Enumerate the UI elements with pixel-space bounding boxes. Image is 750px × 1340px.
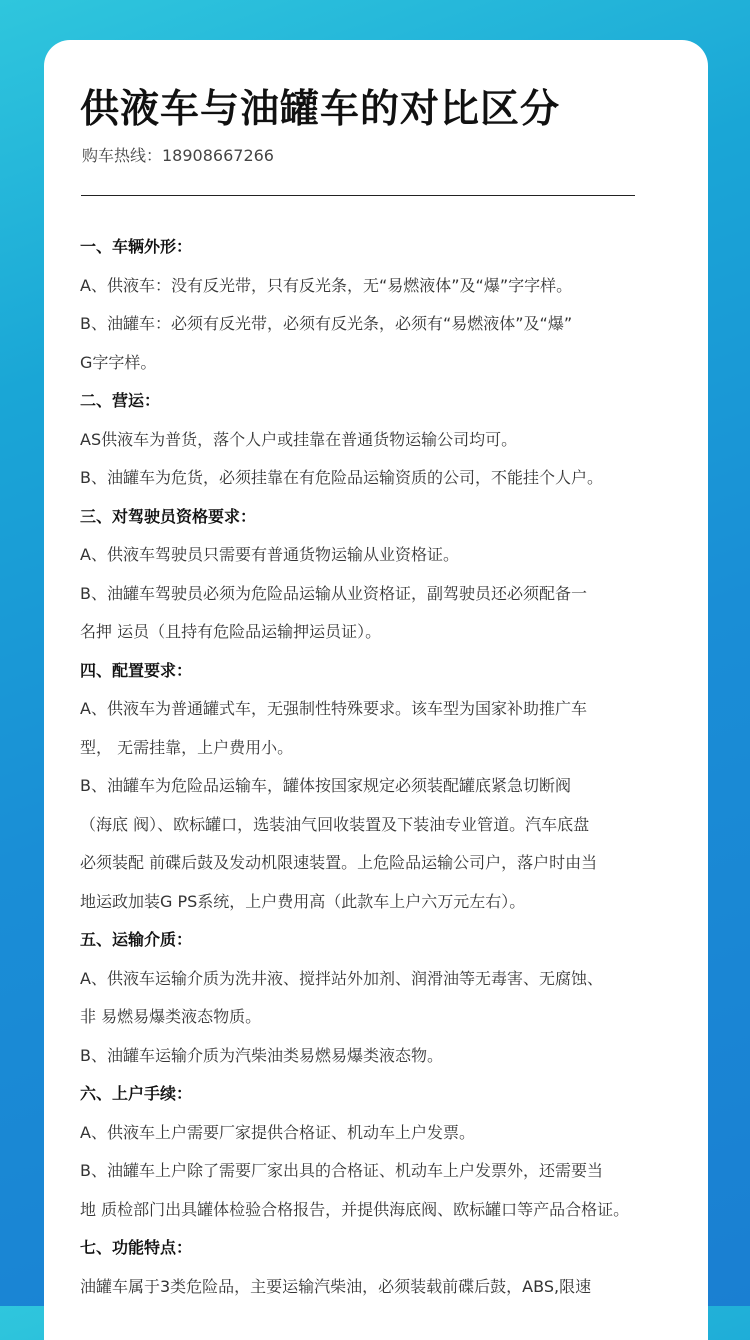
section-heading: 一、车辆外形： xyxy=(80,237,193,256)
paragraph-line: 地运政加装G PS系统，上户费用高（此款车上户六万元左右）。 xyxy=(80,891,526,911)
paragraph-line: B、油罐车运输介质为汽柴油类易燃易爆类液态物。 xyxy=(80,1045,443,1065)
section-heading: 四、配置要求： xyxy=(80,660,193,680)
article-body xyxy=(80,228,692,1306)
paragraph-line: B、油罐车驾驶员必须为危险品运输从业资格证，副驾驶员还必须配备一 xyxy=(80,583,587,603)
section-heading: 七、功能特点： xyxy=(80,1238,193,1257)
section-heading: 三、对驾驶员资格要求： xyxy=(80,506,257,526)
paragraph-line: B、油罐车：必须有反光带，必须有反光条，必须有“易燃液体”及“爆” xyxy=(80,314,573,333)
paragraph-line: 非 易燃易爆类液态物质。 xyxy=(80,1007,262,1026)
section-heading: 五、运输介质： xyxy=(80,930,193,949)
paragraph-line: 必须装配 前碟后鼓及发动机限速装置。上危险品运输公司户，落户时由当 xyxy=(80,853,598,872)
paragraph-line: 地 质检部门出具罐体检验合格报告，并提供海底阀、欧标罐口等产品合格证。 xyxy=(80,1199,630,1219)
paragraph-line: 油罐车属于3类危险品，主要运输汽柴油，必须装载前碟后鼓，ABS,限速 xyxy=(80,1276,592,1296)
paragraph-line: （海底 阀）、欧标罐口，选装油气回收装置及下装油专业管道。汽车底盘 xyxy=(80,814,590,834)
paragraph-line: A、供液车：没有反光带，只有反光条，无“易燃液体”及“爆”字字样。 xyxy=(80,275,573,295)
section-heading: 六、上户手续： xyxy=(80,1084,193,1103)
paragraph-line: B、油罐车上户除了需要厂家出具的合格证、机动车上户发票外，还需要当 xyxy=(80,1161,603,1180)
paragraph-line: A、供液车运输介质为洗井液、搅拌站外加剂、润滑油等无毒害、无腐蚀、 xyxy=(80,968,603,988)
paragraph-line: 名押 运员（且持有危险品运输押运员证）。 xyxy=(80,622,382,641)
content-card xyxy=(44,40,708,1340)
paragraph-line: B、油罐车为危货，必须挂靠在有危险品运输资质的公司，不能挂个人户。 xyxy=(80,468,603,487)
paragraph-line: B、油罐车为危险品运输车，罐体按国家规定必须装配罐底紧急切断阀 xyxy=(80,776,571,795)
section-heading: 二、营运： xyxy=(80,391,161,410)
page-title: 供液车与油罐车的对比区分 xyxy=(80,87,561,132)
paragraph-line: A、供液车驾驶员只需要有普通货物运输从业资格证。 xyxy=(80,545,459,564)
paragraph-line: 型， 无需挂靠，上户费用小。 xyxy=(80,737,294,757)
hotline-text: 购车热线：18908667266 xyxy=(82,146,274,165)
divider xyxy=(81,195,635,196)
paragraph-line: G字字样。 xyxy=(80,352,157,372)
paragraph-line: AS供液车为普货，落个人户或挂靠在普通货物运输公司均可。 xyxy=(80,429,518,449)
paragraph-line: A、供液车为普通罐式车，无强制性特殊要求。该车型为国家补助推广车 xyxy=(80,699,587,718)
paragraph-line: A、供液车上户需要厂家提供合格证、机动车上户发票。 xyxy=(80,1122,475,1142)
